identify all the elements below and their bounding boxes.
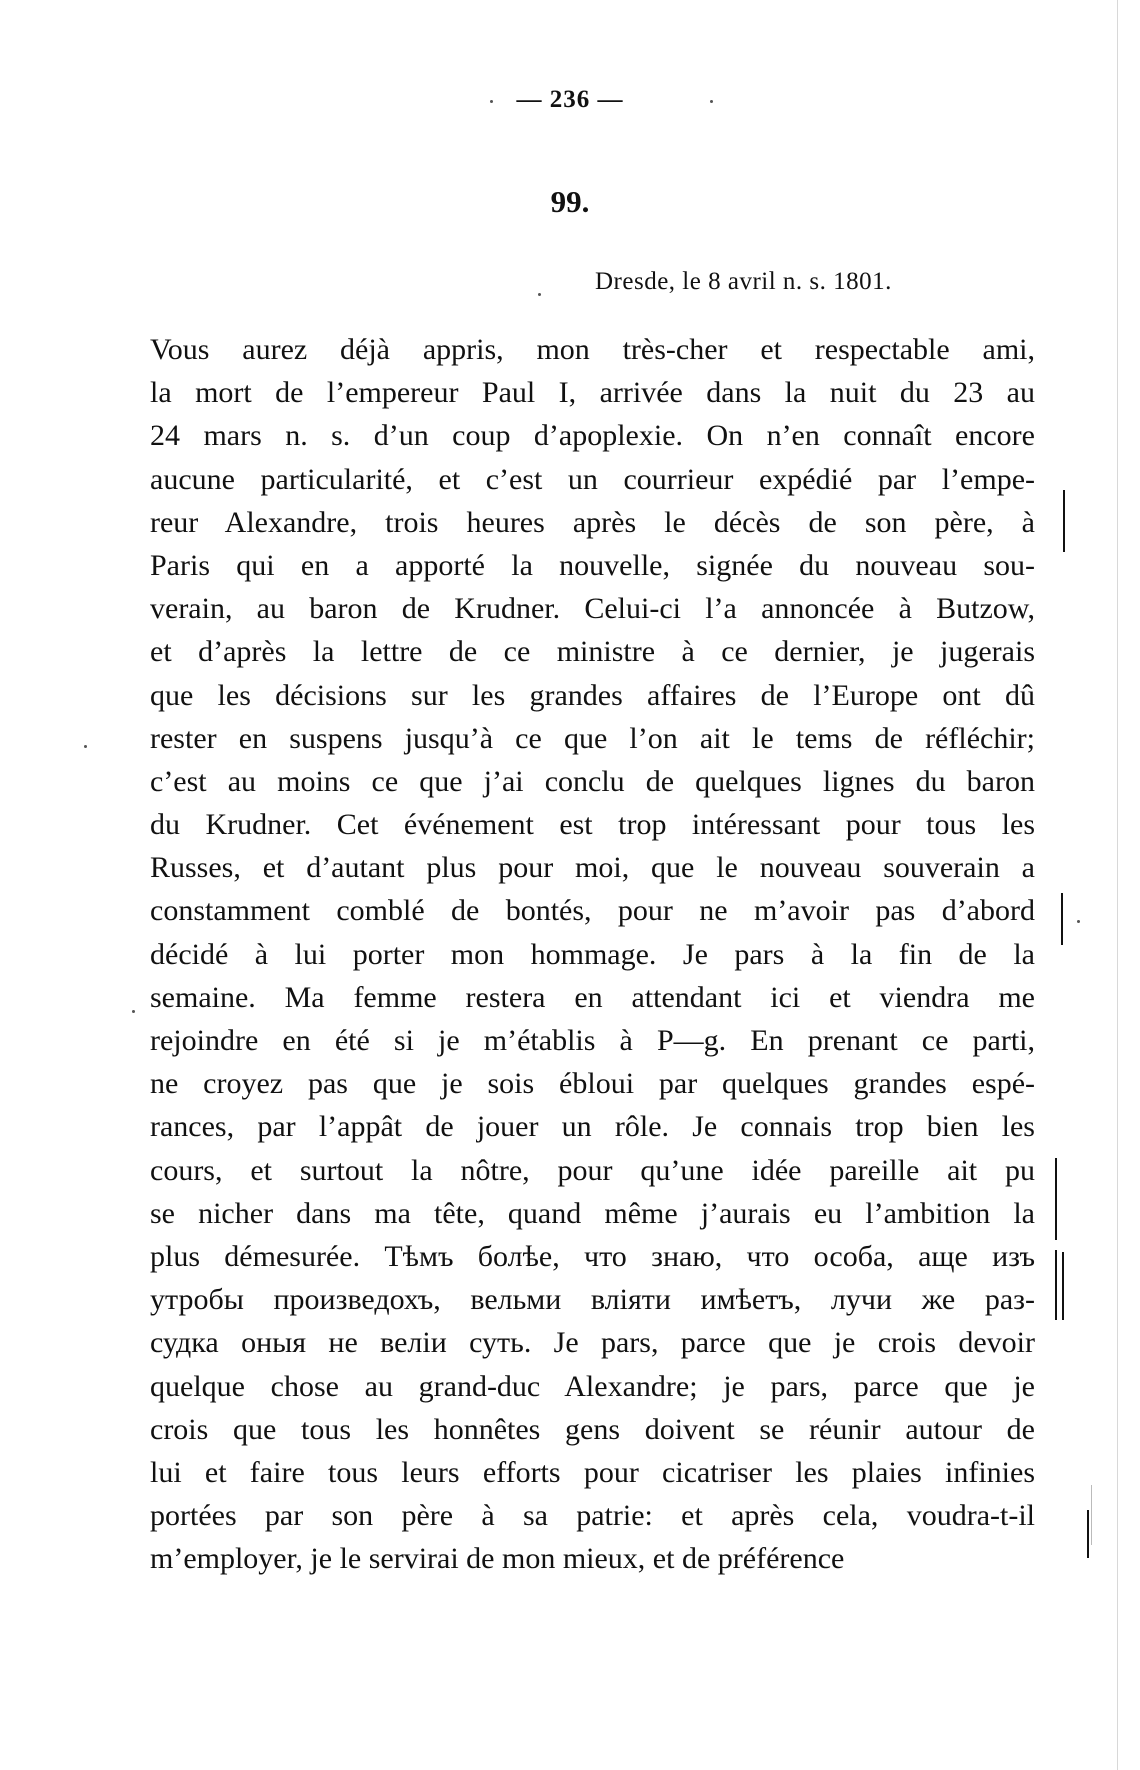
letter-number: 99. [550,184,590,219]
text-line: reur Alexandre, trois heures après le décès de son père, à [150,505,1035,539]
text-line: ne croyez pas que je sois ébloui par quelques grandes espé- [150,1067,1035,1101]
text-line: crois que tous les honnêtes gens doivent se réunir autour de [150,1412,1035,1446]
text-line: утробы произведохъ, вельми вліяти имѣетъ, лучи же раз- [150,1283,1035,1317]
scan-speck [84,745,87,748]
margin-mark [1062,1252,1064,1320]
text-line: verain, au baron de Krudner. Celui-ci l’a annoncée à Butzow, [150,592,1035,626]
text-line: la mort de l’empereur Paul I, arrivée dans la nuit du 23 au [150,376,1035,410]
text-line: que les décisions sur les grandes affaires de l’Europe ont dû [150,678,1035,712]
margin-mark [1091,1485,1092,1545]
text-line: décidé à lui porter mon hommage. Je pars à la fin de la [150,937,1035,971]
text-line: constamment comblé de bontés, pour ne m’avoir pas d’abord [150,894,1035,928]
margin-mark [1087,1510,1089,1558]
page-edge-line [1117,0,1118,1770]
text-line: semaine. Ma femme restera en attendant ici et viendra me [150,980,1035,1014]
scan-speck [1077,920,1080,923]
text-line: rances, par l’appât de jouer un rôle. Je connais trop bien les [150,1110,1035,1144]
margin-mark [1063,490,1065,552]
text-line: se nicher dans ma tête, quand même j’aurais eu l’ambition la [150,1196,1035,1230]
scan-speck [710,100,713,103]
text-line: portées par son père à sa patrie: et après cela, voudra-t-il [150,1499,1035,1533]
text-line: судка оныя не велiи суть. Je pars, parce que je crois devoir [150,1326,1035,1360]
text-line: c’est au moins ce que j’ai conclu de quelques lignes du baron [150,764,1035,798]
page-number: — 236 — [516,86,624,113]
text-line: cours, et surtout la nôtre, pour qu’une idée pareille ait pu [150,1153,1035,1187]
text-line: et d’après la lettre de ce ministre à ce dernier, je jugerais [150,635,1035,669]
scan-speck [538,293,541,296]
text-line: du Krudner. Cet événement est trop intéressant pour tous les [150,808,1035,842]
text-line: lui et faire tous leurs efforts pour cicatriser les plaies infinies [150,1455,1035,1489]
text-line: m’employer, je le servirai de mon mieux, et de préférence [150,1542,845,1576]
dateline: Dresde, le 8 avril n. s. 1801. [595,268,892,295]
scan-speck [490,100,493,103]
scan-speck [132,1010,135,1013]
text-line: plus démesurée. Тѣмъ болѣе, что знаю, что особа, аще изъ [150,1239,1035,1273]
letter-body [150,328,1035,1580]
margin-mark [1055,1158,1057,1240]
text-line: Vous aurez déjà appris, mon très-cher et respectable ami, [150,333,1035,366]
text-line: Paris qui en a apporté la nouvelle, signée du nouveau sou- [150,548,1035,582]
text-line: rejoindre en été si je m’établis à P—g. En prenant ce parti, [150,1024,1035,1057]
margin-mark [1061,893,1063,945]
text-line: rester en suspens jusqu’à ce que l’on ait le tems de réfléchir; [150,721,1035,755]
text-line: aucune particularité, et c’est un courrieur expédié par l’empe- [150,462,1035,496]
text-line: 24 mars n. s. d’un coup d’apoplexie. On n’en connaît encore [150,419,1035,453]
text-line: quelque chose au grand-duc Alexandre; je pars, parce que je [150,1369,1035,1403]
margin-mark [1055,1250,1057,1320]
text-line: Russes, et d’autant plus pour moi, que le nouveau souverain a [150,851,1035,885]
